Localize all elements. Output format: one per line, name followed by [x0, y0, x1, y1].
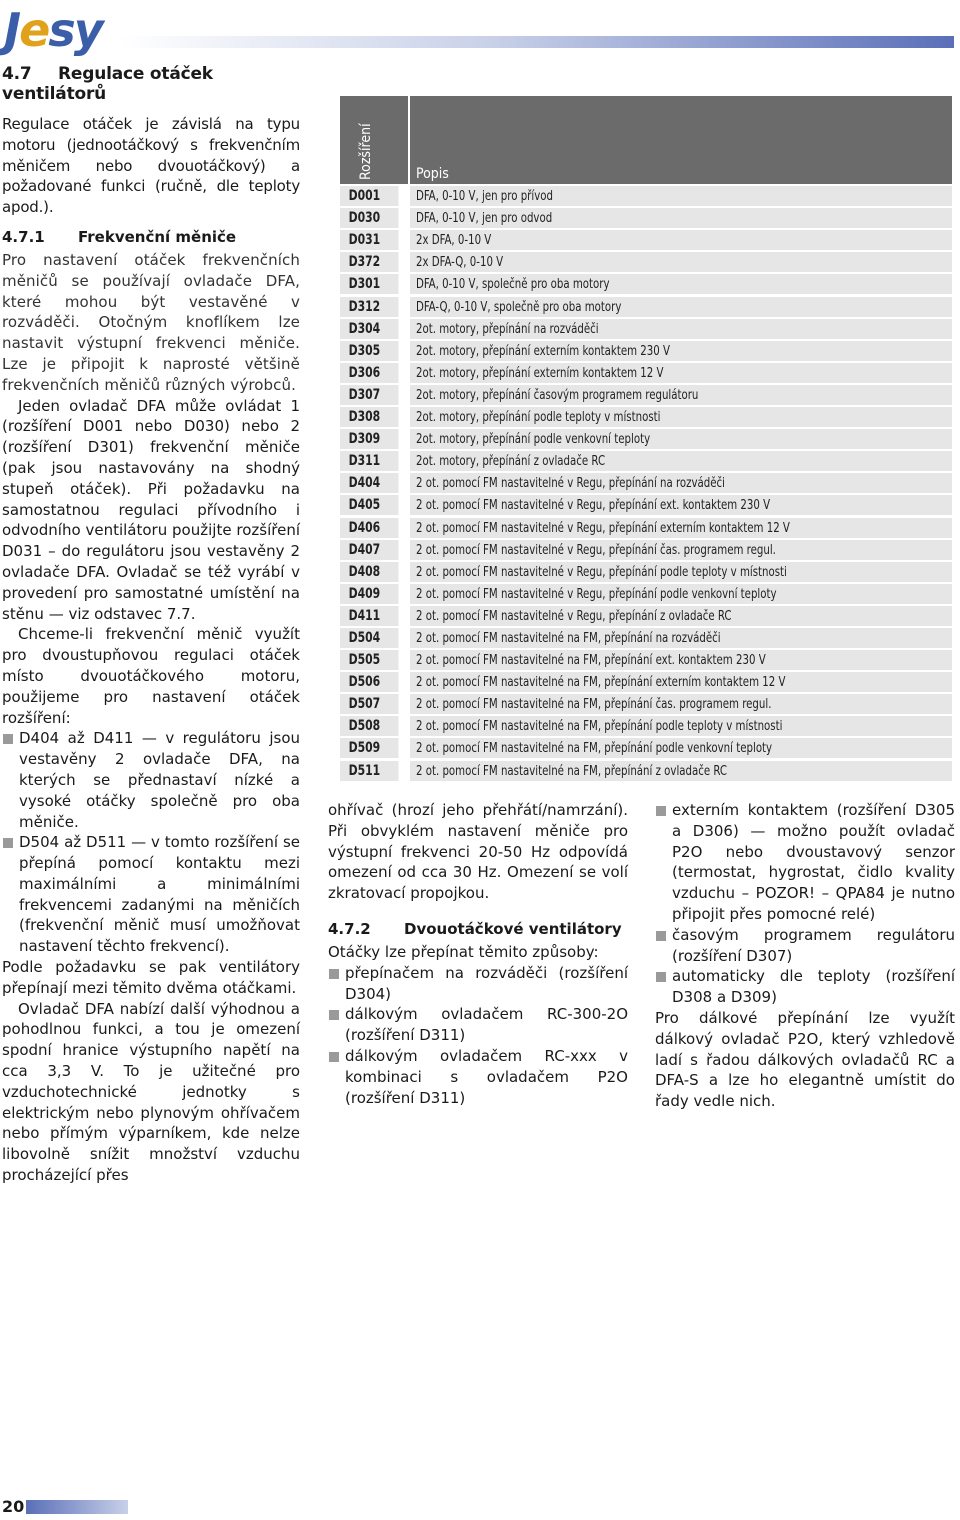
code-cell: D505 — [340, 650, 398, 670]
desc-cell — [410, 297, 952, 317]
table-row — [340, 584, 952, 604]
bullet-item: dálkovým ovladačem RC-xxx v kombinaci s ovladačem P2O (rozšíření D311) — [328, 1046, 628, 1108]
code-cell: D404 — [340, 473, 398, 493]
code-cell: D309 — [340, 429, 398, 449]
table-row — [340, 429, 952, 449]
paragraph: Regulace otáček je závislá na typu motoru (jednootáčkový s frekvenčním měničem nebo dvouotáčkový) a požadované funkci (ručně, dle teploty apod.). — [2, 115, 300, 217]
desc-cell — [410, 540, 952, 560]
desc-text: 2 ot. pomocí FM nastavitelné v Regu, přepínání externím kontaktem 12 V — [416, 519, 790, 536]
desc-text: 2 ot. pomocí FM nastavitelné na FM, přepínání z ovladače RC — [416, 762, 728, 779]
jesy-logo — [4, 4, 124, 56]
desc-text: 2ot. motory, přepínání z ovladače RC — [416, 453, 606, 470]
table-row — [340, 672, 952, 692]
desc-text: DFA-Q, 0-10 V, společně pro oba motory — [416, 298, 622, 315]
desc-text: 2 ot. pomocí FM nastavitelné v Regu, přepínání ext. kontaktem 230 V — [416, 497, 771, 514]
table-row — [340, 738, 952, 758]
desc-text: DFA, 0-10 V, společně pro oba motory — [416, 276, 610, 293]
table-row — [340, 319, 952, 339]
header-gradient-bar — [120, 36, 954, 48]
desc-cell — [410, 252, 952, 272]
bullet-item: externím kontaktem (rozšíření D305 a D306) — možno použít ovladač P2O nebo dvoustavový senzor (termostat, hygrostat, čidlo kvality vzduchu – POZOR! – QPA84 je nutno připojit přes pomocné relé) — [655, 800, 955, 925]
desc-text: 2x DFA, 0-10 V — [416, 232, 492, 249]
table-row — [340, 761, 952, 781]
desc-text: 2 ot. pomocí FM nastavitelné na FM, přepínání externím kontaktem 12 V — [416, 674, 786, 691]
code-cell: D001 — [340, 186, 398, 206]
desc-cell — [410, 694, 952, 714]
paragraph: ohřívač (hrozí jeho přehřátí/namrzání). Při obvyklém nastavení měniče pro výstupní frekvenci 20-50 Hz odpovídá omezení od cca 30 Hz. Omezení se volí zkratovací propojkou. — [328, 801, 628, 903]
code-cell: D306 — [340, 363, 398, 383]
table-body — [340, 186, 952, 780]
code-cell: D312 — [340, 297, 398, 317]
desc-cell — [410, 473, 952, 493]
desc-text: 2x DFA-Q, 0-10 V — [416, 254, 504, 271]
table-row — [340, 274, 952, 294]
desc-cell — [410, 716, 952, 736]
code-cell: D031 — [340, 230, 398, 250]
desc-cell — [410, 363, 952, 383]
section-heading-4-7: 4.7 Regulace otáček ventilátorů — [2, 64, 213, 104]
code-cell: D372 — [340, 252, 398, 272]
desc-text: 2 ot. pomocí FM nastavitelné v Regu, přepínání podle venkovní teploty — [416, 585, 777, 602]
desc-cell — [410, 451, 952, 471]
code-cell: D411 — [340, 606, 398, 626]
desc-text: 2 ot. pomocí FM nastavitelné na FM, přepínání podle venkovní teploty — [416, 740, 773, 757]
desc-text: 2 ot. pomocí FM nastavitelné v Regu, přepínání čas. programem regul. — [416, 541, 776, 558]
table-row — [340, 495, 952, 515]
desc-text: 2 ot. pomocí FM nastavitelné na FM, přepínání ext. kontaktem 230 V — [416, 652, 766, 669]
desc-cell — [410, 407, 952, 427]
code-cell: D506 — [340, 672, 398, 692]
desc-text: 2 ot. pomocí FM nastavitelné na FM, přepínání na rozváděči — [416, 629, 721, 646]
code-cell: D409 — [340, 584, 398, 604]
desc-cell — [410, 495, 952, 515]
header-code-cell: Rozšíření — [340, 96, 408, 184]
code-cell: D301 — [340, 274, 398, 294]
paragraph: Otáčky lze přepínat těmito způsoby: — [328, 942, 599, 961]
code-cell: D509 — [340, 738, 398, 758]
table-row — [340, 363, 952, 383]
table-row — [340, 385, 952, 405]
table-row — [340, 650, 952, 670]
desc-text: 2ot. motory, přepínání podle teploty v místnosti — [416, 409, 661, 426]
desc-text: 2ot. motory, přepínání na rozváděči — [416, 320, 599, 337]
table-row — [340, 716, 952, 736]
paragraph: Pro nastavení otáček frekvenčních měničů se používají ovladače DFA, které mohou být vestavěné v rozváděči. Otočným knoflíkem lze nastavit výstupní frekvenci měniče. Lze je připojit k naprosté většině frekvenčních měničů různých výrobců. — [2, 250, 300, 394]
table-row — [340, 451, 952, 471]
code-cell: D311 — [340, 451, 398, 471]
paragraph: Ovladač DFA nabízí další výhodnou a pohodlnou funkci, a tou je omezení spodní hranice výstupního napětí na cca 3,3 V. To je užitečné pro vzduchotechnické jednotky s elektrickým nebo plynovým ohřívačem nebo přímým výparníkem, kde nelze libovolně snížit množství vzduchu procházející přes — [2, 999, 300, 1185]
desc-cell — [410, 208, 952, 228]
bullet-item: časovým programem regulátoru (rozšíření D307) — [655, 925, 955, 967]
code-cell: D511 — [340, 761, 398, 781]
desc-text: 2 ot. pomocí FM nastavitelné v Regu, přepínání podle teploty v místnosti — [416, 563, 787, 580]
desc-text: 2 ot. pomocí FM nastavitelné na FM, přepínání podle teploty v místnosti — [416, 718, 783, 735]
table-row — [340, 628, 952, 648]
desc-cell — [410, 761, 952, 781]
desc-cell — [410, 230, 952, 250]
code-cell: D408 — [340, 562, 398, 582]
code-cell: D504 — [340, 628, 398, 648]
paragraph: Jeden ovladač DFA může ovládat 1 (rozšíření D001 nebo D030) nebo 2 (rozšíření D301) frekvenční měniče (pak jsou nastavovány na shodný stupeň otáček). Při požadavku na samostatnou regulaci přívodního i odvodního ventilátoru použijte rozšíření D031 – do regulátoru jsou vestavěny 2 ovladače DFA. Ovladač se též vyrábí v provedení pro samostatné umístění na stěnu — viz odstavec 7.7. — [2, 396, 300, 623]
table-row — [340, 540, 952, 560]
bullet-item: přepínačem na rozváděči (rozšíření D304) — [328, 963, 628, 1005]
desc-cell — [410, 518, 952, 538]
section-heading-4-7-1: 4.7.1 Frekvenční měniče — [2, 227, 237, 246]
desc-cell — [410, 562, 952, 582]
code-cell: D508 — [340, 716, 398, 736]
table-row — [340, 407, 952, 427]
paragraph: Podle požadavku se pak ventilátory přepínají mezi těmito dvěma otáčkami. — [2, 958, 300, 997]
section-heading-4-7-2: 4.7.2 Dvouotáčkové ventilátory — [328, 919, 622, 938]
code-cell: D307 — [340, 385, 398, 405]
page-number: 20 — [2, 1497, 25, 1516]
bullet-item: D504 až D511 — v tomto rozšíření se přepíná pomocí kontaktu mezi maximálními a minimálními frekvencemi zadanými na měničích (frekvenční měnič musí umožňovat nastavení těchto frekvencí). — [2, 832, 300, 957]
table-row — [340, 518, 952, 538]
header-desc-cell: Popis — [410, 96, 952, 184]
desc-text: 2ot. motory, přepínání externím kontaktem 230 V — [416, 342, 670, 359]
desc-text: DFA, 0-10 V, jen pro přívod — [416, 188, 553, 205]
desc-cell — [410, 274, 952, 294]
table-row — [340, 694, 952, 714]
paragraph: Pro dálkové přepínání lze využít dálkový ovladač P2O, který vzhledově ladí s řadou dálkových ovladačů RC a DFA-S a lze ho elegantně umístit do řady vedle nich. — [655, 1008, 955, 1111]
table-row — [340, 297, 952, 317]
desc-text: 2ot. motory, přepínání externím kontaktem 12 V — [416, 364, 664, 381]
desc-cell — [410, 606, 952, 626]
desc-cell — [410, 650, 952, 670]
desc-text: 2ot. motory, přepínání podle venkovní teploty — [416, 431, 651, 448]
table-row — [340, 606, 952, 626]
desc-text: 2 ot. pomocí FM nastavitelné v Regu, přepínání na rozváděči — [416, 475, 726, 492]
desc-cell — [410, 738, 952, 758]
table-row — [340, 230, 952, 250]
left-column — [2, 64, 300, 1186]
logo-text: Jesy — [4, 3, 102, 57]
desc-cell — [410, 319, 952, 339]
right-column — [655, 800, 955, 1112]
code-cell: D507 — [340, 694, 398, 714]
table-row — [340, 473, 952, 493]
desc-text: DFA, 0-10 V, jen pro odvod — [416, 210, 553, 227]
code-cell: D308 — [340, 407, 398, 427]
table-row — [340, 562, 952, 582]
middle-column — [328, 800, 628, 1108]
table-row — [340, 208, 952, 228]
table-row — [340, 186, 952, 206]
desc-cell — [410, 628, 952, 648]
bullet-item: dálkovým ovladačem RC-300-2O (rozšíření D311) — [328, 1004, 628, 1046]
bullet-item: automaticky dle teploty (rozšíření D308 a D309) — [655, 966, 955, 1008]
table-header — [340, 96, 952, 184]
table-row — [340, 341, 952, 361]
code-cell: D405 — [340, 495, 398, 515]
code-cell: D407 — [340, 540, 398, 560]
code-cell: D406 — [340, 518, 398, 538]
code-cell: D305 — [340, 341, 398, 361]
code-cell: D304 — [340, 319, 398, 339]
code-cell: D030 — [340, 208, 398, 228]
desc-cell — [410, 341, 952, 361]
bullet-item: D404 až D411 — v regulátoru jsou vestavěny 2 ovladače DFA, na kterých se přednastaví nízké a vysoké otáčky společně pro oba měniče. — [2, 728, 300, 832]
desc-text: 2 ot. pomocí FM nastavitelné na FM, přepínání čas. programem regul. — [416, 696, 772, 713]
footer-gradient-bar — [26, 1500, 128, 1514]
desc-cell — [410, 672, 952, 692]
desc-text: 2 ot. pomocí FM nastavitelné v Regu, přepínání z ovladače RC — [416, 607, 732, 624]
desc-cell — [410, 584, 952, 604]
paragraph: Chceme-li frekvenční měnič využít pro dvoustupňovou regulaci otáček místo dvouotáčkového motoru, použijeme pro nastavení otáček rozšíření: — [2, 625, 300, 727]
extensions-table — [340, 96, 952, 781]
desc-text: 2ot. motory, přepínání časovým programem regulátoru — [416, 386, 699, 403]
desc-cell — [410, 186, 952, 206]
desc-cell — [410, 429, 952, 449]
desc-cell — [410, 385, 952, 405]
table-row — [340, 252, 952, 272]
